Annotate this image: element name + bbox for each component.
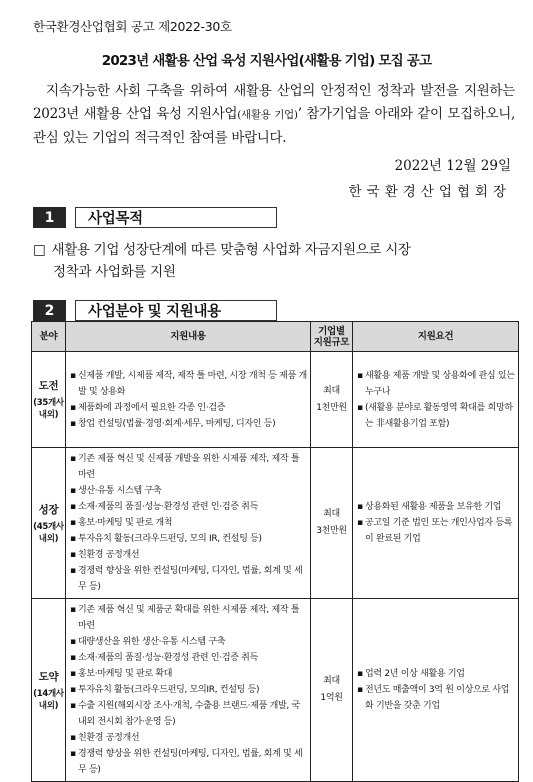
support-item: ▪ 홍보·마케팅 및 판로 확대 (70, 666, 307, 682)
notice-date: 2022년 12월 29일 (394, 158, 511, 174)
section-2-header (33, 300, 277, 321)
header-scale (311, 322, 353, 352)
header-scale-line2: 지원규모 (313, 336, 350, 348)
notice-number: 한국환경산업협회 공고 제2022-30호 (33, 19, 232, 34)
field-name: 도전 (38, 380, 59, 392)
content-cell (66, 599, 311, 782)
scale-cell (311, 448, 353, 599)
intro-text-small: (새활용 기업) (237, 109, 298, 121)
support-item: ▪ 친환경 공정개선 (70, 730, 307, 746)
intro-text-part1: 지속가능한 사회 구축을 위하여 새활용 산업의 안정적인 정착과 발전을 지원하는 2023년 새활용 산업 육성 지원사업 (33, 83, 515, 122)
support-items-list (67, 449, 309, 597)
field-count (33, 521, 64, 545)
requirements-list (354, 664, 517, 716)
table-row (32, 352, 519, 448)
section-1-text-line2: 정착과 사업화를 지원 (53, 264, 176, 280)
checkbox-icon: □ (33, 242, 46, 258)
section-number: 2 (33, 300, 66, 321)
section-number: 1 (33, 207, 66, 228)
field-count-line1: (45개사 (33, 521, 64, 532)
scale-line1: 최대 (323, 676, 340, 686)
document-title: 2023년 새활용 산업 육성 지원사업(새활용 기업) 모집 공고 (101, 53, 432, 69)
field-count-line1: (14개사 (33, 688, 64, 699)
field-count (33, 688, 64, 712)
scale-line1: 최대 (323, 509, 340, 519)
section-1-body (33, 239, 517, 283)
support-item: ▪ 제품화에 과정에서 필요한 각종 인·검증 (70, 400, 307, 416)
requirement-item: ▪ 상용화된 새활용 제품을 보유한 기업 (357, 499, 515, 515)
content-cell (66, 352, 311, 448)
header-content: 지원내용 (66, 322, 311, 352)
scale-line2: 1천만원 (316, 402, 347, 413)
requirements-cell (353, 352, 519, 448)
requirement-item: ▪ 전년도 매출액이 3억 원 이상으로 사업화 기반을 갖춘 기업 (357, 682, 515, 714)
field-name: 도약 (38, 670, 59, 683)
field-cell (32, 599, 66, 782)
table-row (32, 448, 519, 599)
table-row (32, 599, 519, 782)
support-item: ▪ 기존 제품 혁신 및 신제품 개발을 위한 시제품 제작, 제작 틀 마련 (70, 451, 307, 483)
support-item: ▪ 생산·유통 시스템 구축 (70, 483, 307, 499)
organization-name: 한국환경산업협회장 (348, 184, 511, 200)
support-item: ▪ 투자유치 활동(크라우드펀딩, 모의IR, 컨설팅 등) (70, 682, 307, 698)
support-item: ▪ 기존 제품 혁신 및 제품군 확대를 위한 시제품 제작, 제작 틀 마련 (70, 602, 307, 634)
support-item: ▪ 대량생산을 위한 생산·유통 시스템 구축 (70, 634, 307, 650)
section-title: 사업분야 및 지원내용 (75, 300, 277, 321)
requirements-list (354, 366, 517, 434)
table-header-row (32, 322, 519, 352)
scale-line2: 3천만원 (316, 526, 347, 536)
support-items-list (67, 366, 309, 434)
header-requirements: 지원요건 (353, 322, 519, 352)
support-item: ▪ 투자유치 활동(크라우드펀딩, 모의 IR, 컨설팅 등) (70, 531, 307, 547)
header-scale-line1: 기업별 (318, 325, 345, 337)
requirement-item: ▪ 새활용 제품 개발 및 상용화에 관심 있는 누구나 (357, 368, 515, 400)
requirements-cell (353, 599, 519, 782)
support-item: ▪ 소재·제품의 품질·성능·환경성 관련 인·검증 취득 (70, 650, 307, 666)
support-item: ▪ 수출 지원(해외시장 조사·개척, 수출용 브랜드·제품 개발, 국내외 전시회 참가·운영 등) (70, 698, 307, 730)
support-table (31, 321, 519, 782)
support-item: ▪ 창업 컨설팅(법률·경영·회계·세무, 마케팅, 디자인 등) (70, 416, 307, 432)
intro-paragraph (33, 80, 515, 150)
section-1-text-line1: 새활용 기업 성장단계에 따른 맞춤형 사업화 자금지원으로 시장 (51, 242, 411, 258)
scale-cell (311, 352, 353, 448)
section-1-header (33, 207, 277, 228)
requirement-item: ▪ 업력 2년 이상 새활용 기업 (357, 666, 515, 682)
support-item: ▪ 친환경 공정개선 (70, 547, 307, 563)
support-items-list (67, 600, 309, 780)
support-item: ▪ 경쟁력 향상을 위한 컨설팅(마케팅, 디자인, 법률, 회계 및 세무 등) (70, 746, 307, 778)
field-cell (32, 448, 66, 599)
field-name: 성장 (38, 503, 59, 516)
scale-cell (311, 599, 353, 782)
requirements-cell (353, 448, 519, 599)
content-cell (66, 448, 311, 599)
intro-text-part2: ’ 참가기업을 아래와 같이 모집하오니, 관심 있는 기업의 적극적인 참여를 바랍니다. (33, 106, 515, 146)
section-title: 사업목적 (75, 207, 277, 228)
field-count-line2: 내외) (38, 700, 59, 711)
field-count-line2: 내외) (38, 410, 59, 420)
scale-line2: 1억원 (320, 693, 343, 703)
requirement-item: ▪ 공고일 기준 법인 또는 개인사업자 등록이 완료된 기업 (357, 515, 515, 547)
header-field: 분야 (32, 322, 66, 352)
support-item: ▪ 홍보·마케팅 및 판로 개척 (70, 515, 307, 531)
support-item: ▪ 소재·제품의 품질·성능·환경성 관련 인·검증 취득 (70, 499, 307, 515)
field-count-line2: 내외) (38, 533, 59, 544)
support-item: ▪ 경쟁력 향상을 위한 컨설팅(마케팅, 디자인, 법률, 회계 및 세무 등) (70, 563, 307, 595)
field-cell (32, 352, 66, 448)
requirements-list (354, 497, 517, 549)
field-count (33, 397, 64, 421)
requirement-item: ▪ (새활용 분야로 활동영역 확대를 희망하는 非새활용기업 포함) (357, 400, 515, 432)
scale-line1: 최대 (323, 385, 340, 396)
support-item: ▪ 신제품 개발, 시제품 제작, 제작 틀 마련, 시장 개척 등 제품 개발 및 상용화 (70, 368, 307, 400)
field-count-line1: (35개사 (33, 398, 64, 408)
